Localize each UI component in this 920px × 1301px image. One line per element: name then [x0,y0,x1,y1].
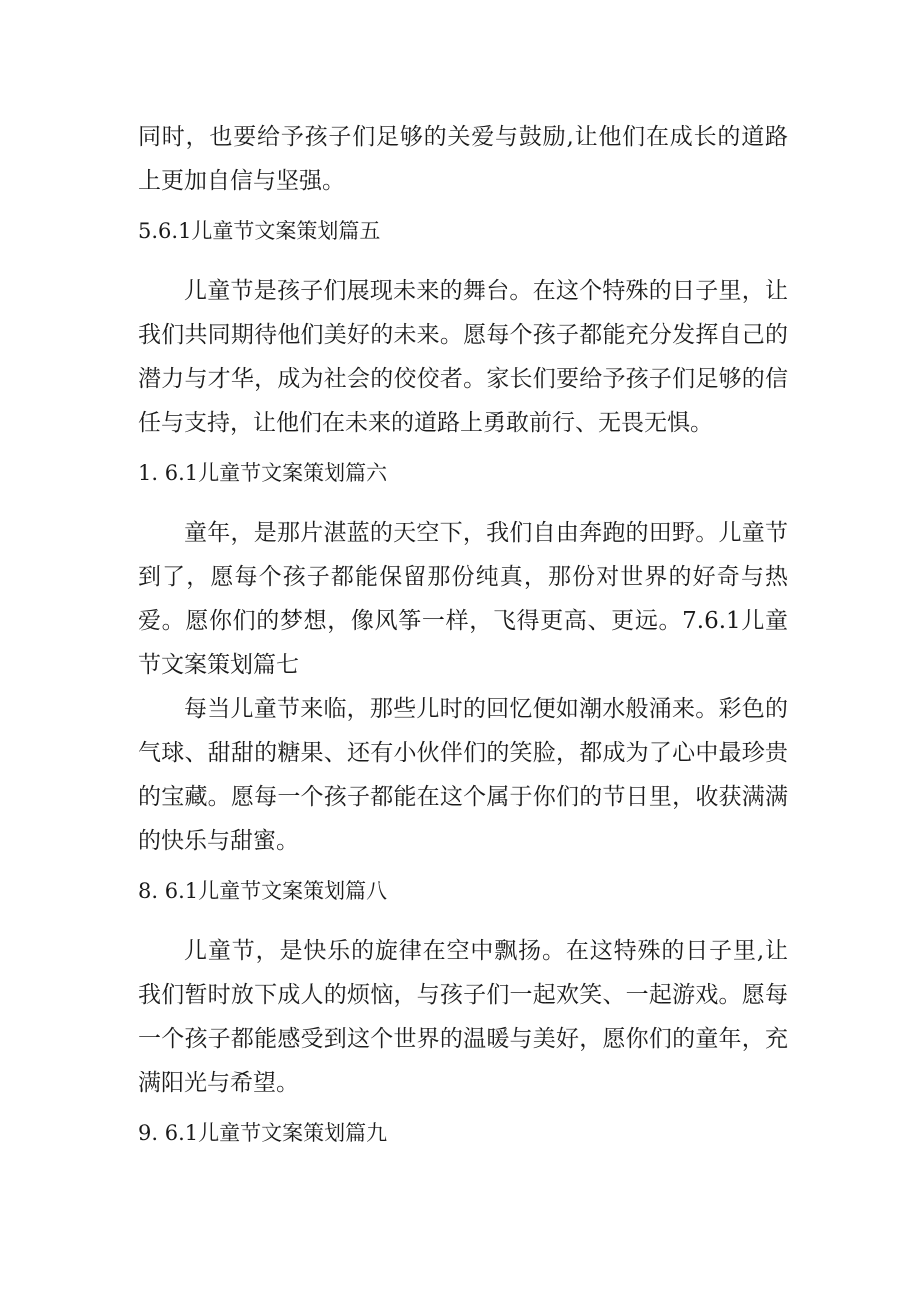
section-heading-five: 5.6.1儿童节文案策划篇五 [138,219,381,243]
paragraph-section-six: 童年，是那片湛蓝的天空下，我们自由奔跑的田野。儿童节到了，愿每个孩子都能保留那份纯真，那份对世界的好奇与热爱。愿你们的梦想，像风筝一样，飞得更高、更远。7.6.1儿童节文案策划篇七 [138,520,788,678]
section-heading-eight: 8. 6.1儿童节文案策划篇八 [138,879,388,903]
paragraph-section-five: 儿童节是孩子们展现未来的舞台。在这个特殊的日子里，让我们共同期待他们美好的未来。愿每个孩子都能充分发挥自己的潜力与才华，成为社会的佼佼者。家长们要给予孩子们足够的信任与支持，让他们在未来的道路上勇敢前行、无畏无惧。 [138,278,788,436]
paragraph-section-eight: 儿童节，是快乐的旋律在空中飘扬。在这特殊的日子里,让我们暂时放下成人的烦恼，与孩子们一起欢笑、一起游戏。愿每一个孩子都能感受到这个世界的温暖与美好，愿你们的童年，充满阳光与希望。 [138,938,788,1096]
paragraph-section-seven: 每当儿童节来临，那些儿时的回忆便如潮水般涌来。彩色的气球、甜甜的糖果、还有小伙伴们的笑脸，都成为了心中最珍贵的宝藏。愿每一个孩子都能在这个属于你们的节日里，收获满满的快乐与甜蜜。 [138,696,788,854]
paragraph-intro: 同时，也要给予孩子们足够的关爱与鼓励,让他们在成长的道路上更加自信与坚强。 [138,124,788,194]
section-heading-six: 1. 6.1儿童节文案策划篇六 [138,461,388,485]
document-body [138,115,788,1155]
section-heading-nine: 9. 6.1儿童节文案策划篇九 [138,1121,388,1145]
